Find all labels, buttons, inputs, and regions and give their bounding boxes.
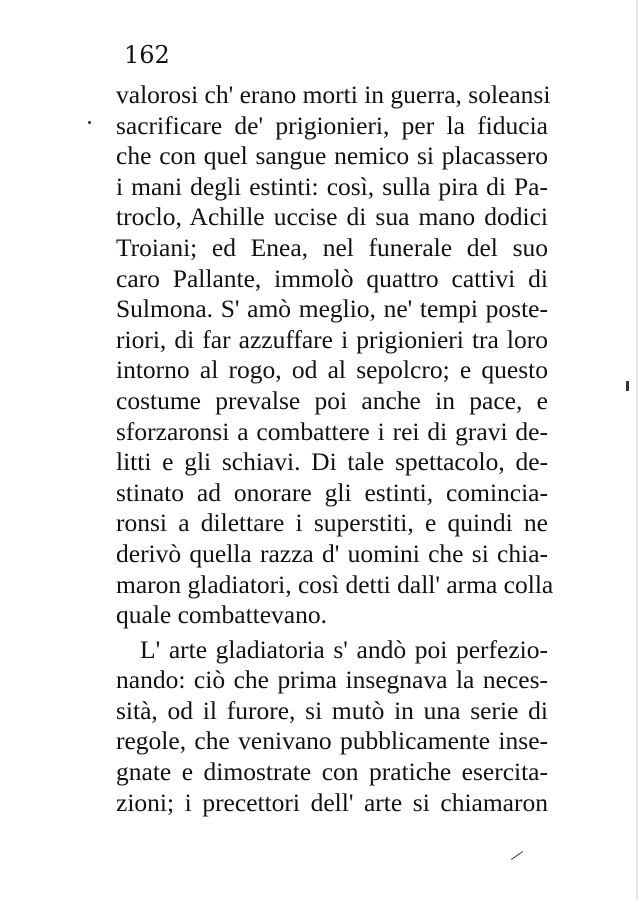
page-edge-shadow [636,0,638,900]
print-speck [511,851,523,860]
text-line: riori, di far azzuffare i prigionieri tra loro [116,324,548,354]
text-line: zioni; i precettori dell' arte si chiamaron [116,787,548,817]
text-line: gnate e dimostrate con pratiche esercita- [116,757,548,787]
text-line: troclo, Achille uccise di sua mano dodici [116,202,548,232]
text-line: che con quel sangue nemico si placassero [116,141,548,171]
page-number: 162 [124,41,170,69]
text-line: Sulmona. S' amò meglio, ne' tempi poste- [116,294,548,324]
text-line: Troiani; ed Enea, nel funerale del suo [116,232,548,262]
text-line: sità, od il furore, si mutò in una serie di [116,695,548,725]
text-line: i mani degli estinti: così, sulla pira di Pa- [116,171,548,201]
text-line: regole, che venivano pubblicamente inse- [116,726,548,756]
text-line: ronsi a dilettare i superstiti, e quindi ne [116,508,548,538]
text-line: sforzaronsi a combattere i rei di gravi de- [116,416,548,446]
text-line: stinato ad onorare gli estinti, comincia- [116,477,548,507]
paragraph-1 [116,80,554,631]
text-line: derivò quella razza d' uomini che si chia- [116,538,548,568]
text-line: L' arte gladiatoria s' andò poi perfezio- [140,634,548,664]
text-line: intorno al rogo, od al sepolcro; e questo [116,355,548,385]
text-line: costume prevalse poi anche in pace, e [116,385,548,415]
text-line: maron gladiatori, così detti dall' arma colla [116,569,554,599]
text-line: nando: ciò che prima insegnava la neces- [116,665,548,695]
text-line: quale combattevano. [116,600,327,630]
paragraph-2 [116,635,548,819]
text-line: valorosi ch' erano morti in guerra, soleansi [116,80,551,109]
print-speck [88,121,91,124]
text-line: caro Pallante, immolò quattro cattivi di [116,263,548,293]
print-speck [626,381,629,391]
body-text [116,80,554,818]
text-line: sacrificare de' prigionieri, per la fiducia [116,110,548,140]
text-line: litti e gli schiavi. Di tale spettacolo, de- [116,447,548,477]
